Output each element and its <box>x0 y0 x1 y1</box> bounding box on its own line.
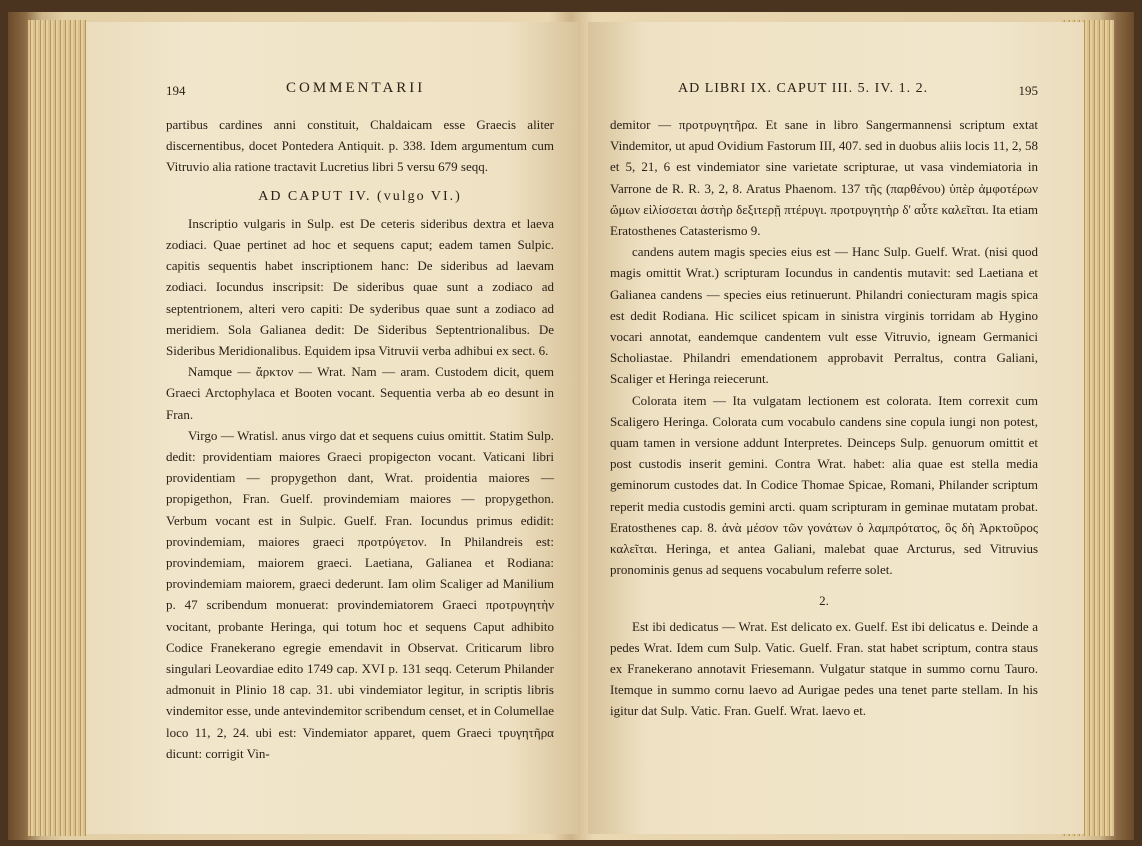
page-number-right: 195 <box>1018 83 1038 98</box>
section-number: 2. <box>819 593 829 609</box>
left-page <box>86 22 578 834</box>
paragraph: Colorata item — Ita vulgatam lectionem est colorata. Item correxit cum Scaligero Heringa. Colorata cum vocabulo candens sine copula iungi non potest, quam tamen in versione addunt Interpretes. Deinceps Sulp. genuorum omittit et post custodis inserit gemini. Contra Wrat. habet: alia quae est stella media geminorum custodes dat. In Codice Thomae Spicae, Romani, Philander scriptum reperit media custodis gemini arcti. quam scripturam in geminae mutatam probat. Eratosthenes cap. 8. ἀνὰ μέσον τῶν γονάτων ὁ λαμπρότατος, ὃς δὴ Ἀρκτοῦρος καλεῖται. Heringa, et antea Galiani, malebat quae Arcturus, sed Vitruvius pronominis genus ad sequens vocabulum referre solet. <box>610 392 1038 578</box>
paragraph: demitor — προτρυγητῆρα. Et sane in libro Sangermannensi scriptum extat Vindemitor, ut apud Ovidium Fastorum III, 407. sed in duobus aliis locis 11, 2, 58 et 5, 21, 6 est vindemiator sine varietate scripturae, ut vasa vindemiatoria in Varrone de R. R. 3, 2, 8. Aratus Phaenom. 137 τῆς (παρθένου) ὑπὲρ ἀμφοτέρων ὤμων εἱλίσσεται ἀστὴρ δεξιτερῇ πτέρυγι. προτρυγητὴρ δ' αὖτε καλεῖται. Ita etiam Eratosthenes Catasterismo 9. <box>610 117 1038 239</box>
open-book <box>8 12 1134 840</box>
page-number-left: 194 <box>166 83 186 98</box>
paragraph: candens autem magis species eius est — Hanc Sulp. Guelf. Wrat. (nisi quod magis omittit Wrat.) scripturam Iocundus in candentis mutavit: sed Laetiana et Galianea candens — species eius retinuerunt. Philandri coniecturam magis spica est dedit Rodiana. Hic scilicet spicam in sinistra virginis torridam ab Hygino vocari annotat, eandemque candentem vult esse Vitruvio, igneam Germanici Scholiastae. Philandri emendationem approbavit Perraltus, contra Galiani, Scaliger et Heringa reiecerunt. <box>610 244 1038 387</box>
paragraph: Inscriptio vulgaris in Sulp. est De ceteris sideribus dextra et laeva zodiaci. Quae pertinet ad hoc et sequens caput; eadem tamen Sulpic. capitis sequentis habet inscriptionem hanc: De sideribus ad laevam zodiaci. Iocundus inscripsit: De sideribus quae sunt a zodiaco ad septentrionem, alteri vero capiti: De syderibus quae sunt a zodiaco ad meridiem. Sola Galianea dedit: De Sideribus Septentrionalibus. De Sideribus Meridionalibus. Equidem ipsa Vitruvii verba adhibui ex sect. 6. <box>166 215 554 359</box>
section-heading: AD CAPUT IV. (vulgo VI.) <box>258 188 462 204</box>
running-head-left: COMMENTARII <box>286 80 426 96</box>
right-page-body <box>610 114 1038 722</box>
paragraph: Virgo — Wratisl. anus virgo dat et sequens cuius omittit. Statim Sulp. dedit: providentiam maiores Graeci propigecton vocant. Vaticani libri providentiam — propygethon dant, Wrat. proidentia maiores — propigethon, Fran. Guelf. provindemiam maiores — propygethon. Verbum vocant est in Sulpic. Guelf. Fran. Iocundus primus edidit: provindemiam, maiores graeci προτρύγετον. In Philandreis est: provindemiam, maiorem graeci. Laetiana, Galianea et Rodiana: provindemiam maiorem, graeci dederunt. Iam olim Scaliger ad Manilium p. 47 scribendum monuerat: provindemiatorem Graeci προτρυγητὴν vocitant, probante Heringa, qui totum hoc et sequens Caput adhibito Codice Franekerano egregie emendavit in Observat. Criticarum libro singulari Leovardiae edito 1749 cap. XVI p. 131 seqq. Ceterum Philander admonuit in Plinio 18 cap. 31. ubi vindemiator legitur, in scriptis libris vindemitor esse, unde antevindemitor scribendum censet, et in Columellae loco 11, 2, 24. ubi est: Vindemiator apparet, quem Graeci τρυγητῆρα dicunt: corrigit Vin- <box>166 427 554 761</box>
paragraph: Namque — ἄρκτον — Wrat. Nam — aram. Custodem dicit, quem Graeci Arctophylaca et Booten vocant. Sequentia verba ab eo desunt in Fran. <box>166 364 554 422</box>
paragraph: Est ibi dedicatus — Wrat. Est delicato ex. Guelf. Est ibi delicatus e. Deinde a pedes Wrat. Idem cum Sulp. Vatic. Guelf. Fran. stat habet scriptum, contra staus ex Franekerano annotavit Friesemann. Vulgatur statque in summo cornu Tauro. Itemque in summo cornu laevo ad Aurigae pedes una tenet parte stellam. In his igitur dat Sulp. Vatic. Fran. Guelf. Wrat. laevo et. <box>610 618 1038 719</box>
left-page-body <box>166 114 554 764</box>
running-head-right: AD LIBRI IX. CAPUT III. 5. IV. 1. 2. <box>678 81 929 96</box>
page-edges-left <box>28 20 88 836</box>
right-page <box>588 22 1084 834</box>
paragraph: partibus cardines anni constituit, Chaldaicam esse Graecis aliter discernentibus, docet Pontedera Antiquit. p. 338. Idem argumentum cum Vitruvio alia ratione tractavit Lucretius libri 5 versu 679 seqq. <box>166 117 554 175</box>
